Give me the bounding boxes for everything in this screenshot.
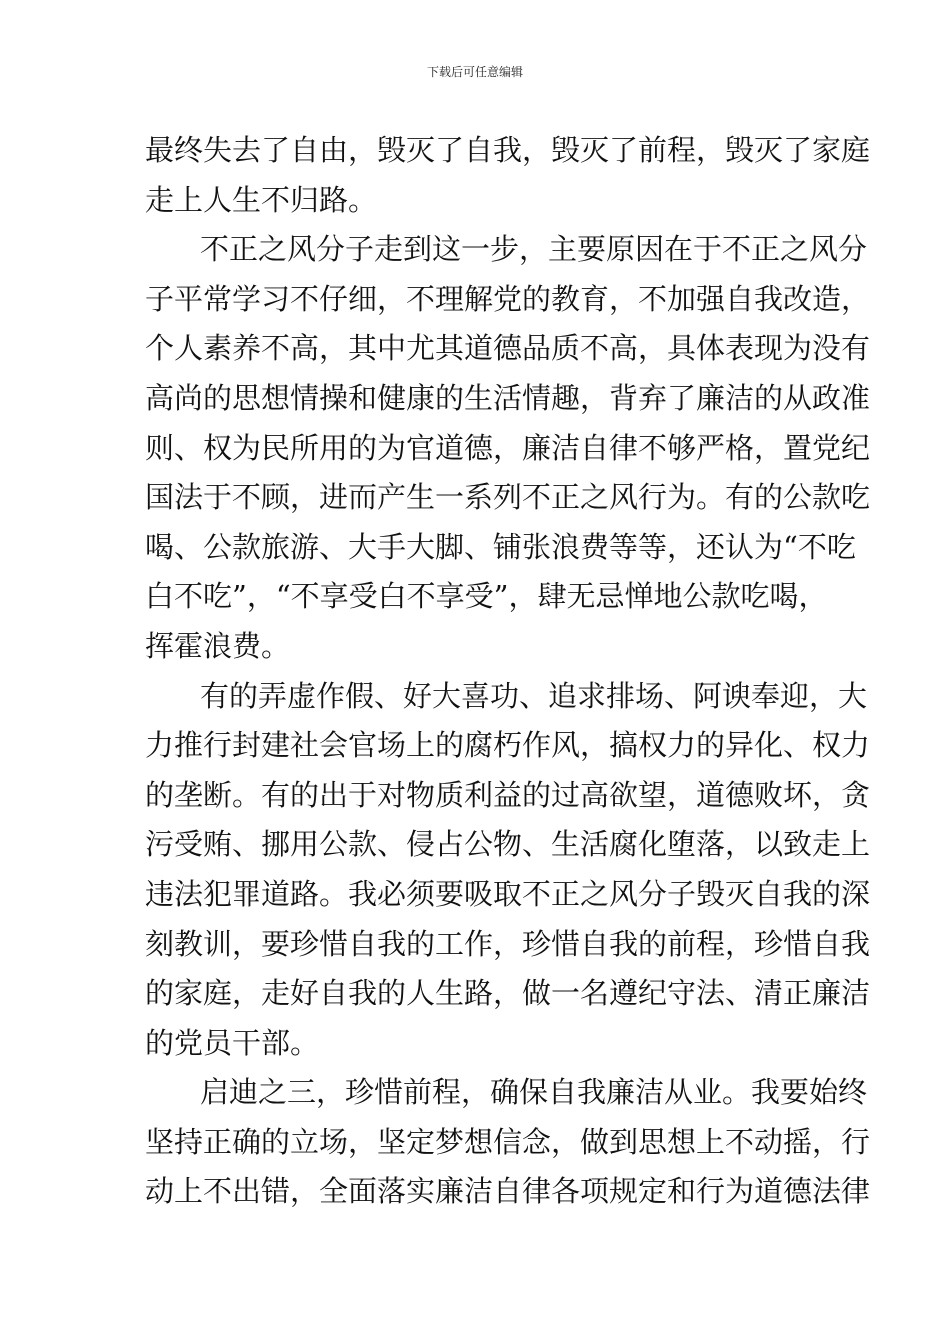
text-line: 走上人生不归路。 xyxy=(145,182,378,217)
text-line: 不正之风分子走到这一步，主要原因在于不正之风分 xyxy=(200,232,868,267)
text-line: 最终失去了自由，毁灭了自我，毁灭了前程，毁灭了家庭 xyxy=(145,133,871,167)
text-line: 高尚的思想情操和健康的生活情趣，背弃了廉洁的从政准 xyxy=(145,380,871,415)
page-header: 下载后可任意编辑 xyxy=(426,65,523,79)
text-line: 个人素养不高，其中尤其道德品质不高，具体表现为没有 xyxy=(145,331,871,366)
text-line: 挥霍浪费。 xyxy=(145,628,291,663)
text-line: 坚持正确的立场，坚定梦想信念，做到思想上不动摇，行 xyxy=(145,1124,871,1159)
text-line: 则、权为民所用的为官道德，廉洁自律不够严格，置党纪 xyxy=(145,430,871,465)
text-line: 白不吃”，“不享受白不享受”，肆无忌惮地公款吃喝， xyxy=(145,579,828,614)
text-line: 污受贿、挪用公款、侵占公物、生活腐化堕落，以致走上 xyxy=(145,827,871,862)
text-line: 有的弄虚作假、好大喜功、追求排场、阿谀奉迎，大 xyxy=(200,678,868,713)
text-line: 动上不出错，全面落实廉洁自律各项规定和行为道德法律 xyxy=(145,1174,871,1209)
text-line: 子平常学习不仔细，不理解党的教育，不加强自我改造， xyxy=(145,281,871,316)
text-line: 启迪之三，珍惜前程，确保自我廉洁从业。我要始终 xyxy=(200,1075,868,1110)
text-line: 力推行封建社会官场上的腐朽作风，搞权力的异化、权力 xyxy=(145,728,871,763)
text-line: 的党员干部。 xyxy=(145,1025,320,1060)
document-body xyxy=(145,126,871,1217)
text-line: 的垄断。有的出于对物质利益的过高欲望，道德败坏，贪 xyxy=(145,777,871,812)
text-line: 刻教训，要珍惜自我的工作，珍惜自我的前程，珍惜自我 xyxy=(145,926,871,961)
text-line: 违法犯罪道路。我必须要吸取不正之风分子毁灭自我的深 xyxy=(145,876,871,911)
text-line: 国法于不顾，进而产生一系列不正之风行为。有的公款吃 xyxy=(145,480,871,515)
text-line: 喝、公款旅游、大手大脚、铺张浪费等等，还认为“不吃 xyxy=(145,529,856,564)
text-line: 的家庭，走好自我的人生路，做一名遵纪守法、清正廉洁 xyxy=(145,976,871,1011)
